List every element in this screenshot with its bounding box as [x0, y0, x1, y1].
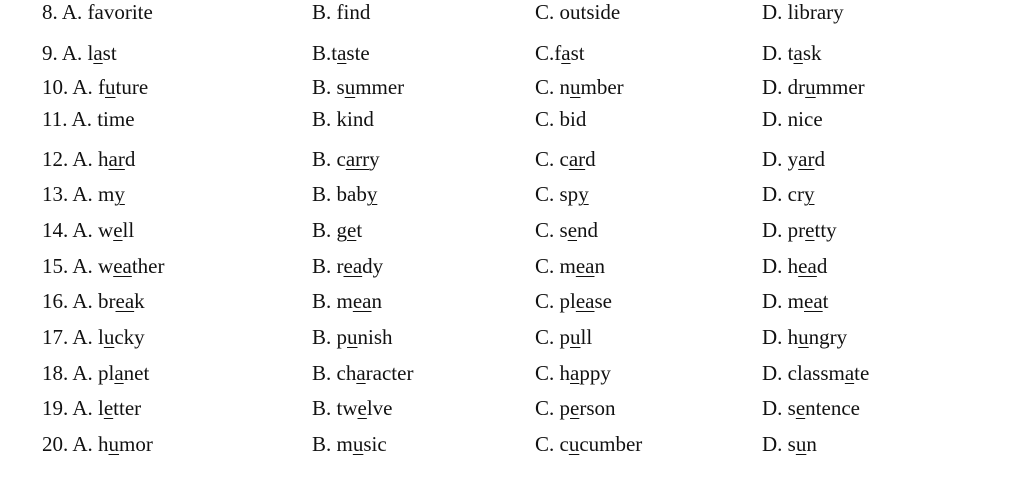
question-row — [0, 251, 1024, 281]
option-a: 18. A. planet — [42, 361, 150, 385]
option-b: B. punish — [312, 325, 393, 349]
option-b: B. music — [312, 432, 387, 456]
option-b: B. summer — [312, 75, 405, 99]
option-b: B. mean — [312, 289, 382, 313]
option-c: C. send — [535, 218, 599, 242]
option-c: C. pull — [535, 325, 593, 349]
option-d: D. sentence — [762, 396, 860, 420]
option-c: C.fast — [535, 41, 585, 65]
question-row — [0, 104, 1024, 134]
option-a: 16. A. break — [42, 289, 145, 313]
option-a: 9. A. last — [42, 41, 117, 65]
question-row — [0, 0, 1024, 27]
question-row — [0, 286, 1024, 316]
question-row — [0, 179, 1024, 209]
question-row — [0, 72, 1024, 102]
option-b: B. ready — [312, 254, 384, 278]
option-a: 12. A. hard — [42, 147, 136, 171]
option-b: B. find — [312, 0, 371, 24]
option-c: C. cucumber — [535, 432, 643, 456]
option-d: D. library — [762, 0, 844, 24]
option-c: C. person — [535, 396, 616, 420]
option-d: D. head — [762, 254, 828, 278]
option-c: C. please — [535, 289, 612, 313]
option-c: C. card — [535, 147, 596, 171]
option-b: B. character — [312, 361, 414, 385]
option-c: C. number — [535, 75, 624, 99]
question-row — [0, 38, 1024, 68]
option-d: D. cry — [762, 182, 815, 206]
question-row — [0, 215, 1024, 245]
question-row — [0, 322, 1024, 352]
option-c: C. mean — [535, 254, 605, 278]
option-a: 19. A. letter — [42, 396, 142, 420]
question-row — [0, 144, 1024, 174]
option-a: 15. A. weather — [42, 254, 165, 278]
option-a: 10. A. future — [42, 75, 149, 99]
option-d: D. hungry — [762, 325, 848, 349]
option-d: D. meat — [762, 289, 829, 313]
option-d: D. classmate — [762, 361, 870, 385]
option-a: 17. A. lucky — [42, 325, 145, 349]
option-c: C. bid — [535, 107, 587, 131]
option-b: B. get — [312, 218, 363, 242]
option-b: B.taste — [312, 41, 370, 65]
question-row — [0, 393, 1024, 423]
option-a: 14. A. well — [42, 218, 135, 242]
option-d: D. sun — [762, 432, 817, 456]
option-b: B. carry — [312, 147, 380, 171]
option-d: D. yard — [762, 147, 825, 171]
option-d: D. drummer — [762, 75, 865, 99]
question-row — [0, 429, 1024, 459]
option-a: 13. A. my — [42, 182, 125, 206]
option-a: 20. A. humor — [42, 432, 153, 456]
option-b: B. twelve — [312, 396, 393, 420]
option-c: C. outside — [535, 0, 621, 24]
question-row — [0, 358, 1024, 388]
option-b: B. kind — [312, 107, 374, 131]
option-d: D. nice — [762, 107, 823, 131]
option-d: D. pretty — [762, 218, 837, 242]
option-c: C. spy — [535, 182, 589, 206]
option-a: 8. A. favorite — [42, 0, 153, 24]
option-b: B. baby — [312, 182, 378, 206]
option-c: C. happy — [535, 361, 611, 385]
option-a: 11. A. time — [42, 107, 135, 131]
option-d: D. task — [762, 41, 822, 65]
